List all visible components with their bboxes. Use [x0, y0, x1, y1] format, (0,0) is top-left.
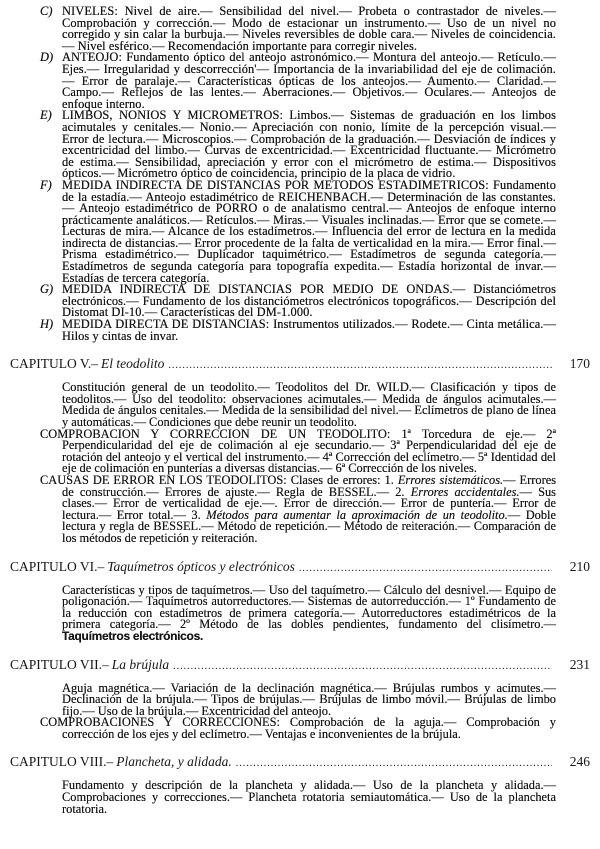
chapter-page-number: 170	[569, 356, 590, 372]
section-text: LIMBOS, NONIOS Y MICROMETROS: Limbos.— Sistemas de graduación en los limbos acimutales y cenitales.— Nonio.— Apreciación con nonio, límite de la percepción visual.— Error de lectura.— Microscopios.— Comprobación de la graduación.— Desviación de índices y excentricidad del limbo.— Curvas de excentricidad.— Excentricidad fluctuante.— Micrómetro de estima.— Sensibilidad, apreciación y error con el micrómetro de estima.— Dispositivos ópticos.— Micrómetro óptico de coincidencia, principio de la placa de vidrio.	[62, 108, 556, 181]
section-text: CAUSAS DE ERROR EN LOS TEODOLITOS: Clases de errores: 1.	[40, 472, 398, 487]
chapter-label: CAPITULO VI.–	[10, 558, 105, 574]
chapter-page-number: 210	[569, 558, 590, 574]
section-letter: C)	[40, 4, 53, 18]
bold-text: Taquímetros electrónicos.	[62, 628, 203, 643]
table-of-contents-page	[0, 6, 600, 815]
toc-chapter-contents	[0, 382, 556, 428]
toc-subsection	[0, 717, 556, 740]
chapter-heading	[10, 657, 590, 673]
chapter-title: El teodolito	[101, 356, 165, 372]
section-text: — Sus clases.— Error de verticalidad de eje.—. Error de dirección.— Error de puntería.— Error de lectura.— Error total.— 3.	[62, 484, 556, 522]
section-text: Constitución general de un teodolito.— Teodolitos del Dr. WILD.— Clasificación y tipos de teodolitos.— Uso del teodolito: observaciones acimutales.— Medida de ángulos acimutales.— Medida de ángulos cenitales.— Medida de la sensibilidad del nivel.— Eclímetros de plano de línea y automáticas.— Condiciones que debe reunir un teodolito.	[62, 380, 556, 429]
toc-section-item	[0, 177, 556, 285]
toc-chapter-contents	[0, 680, 556, 718]
section-text: COMPROBACIONES Y CORRECCIONES: Comprobación de la aguja.— Comprobación y corrección de los ejes y del eclímetro.— Ventajas e inconvenientes de la brújula.	[40, 715, 556, 741]
chapter-title: La brújula	[111, 656, 170, 672]
italic-text: Errores sistemáticos.	[397, 472, 504, 487]
dot-leader	[236, 758, 552, 769]
toc-subsection	[0, 472, 557, 545]
dot-leader	[173, 661, 552, 672]
italic-text: Métodos para aumentar la aproximación de un teodolito.	[206, 507, 508, 522]
chapter-heading	[10, 356, 590, 372]
section-letter: H)	[40, 317, 54, 332]
chapter-page-number: 231	[569, 656, 590, 672]
section-text: COMPROBACION Y CORRECCION DE UN TEODOLITO: 1ª Torcedura de eje.— 2ª Perpendicularidad del eje de colimación al eje secundario.— 3ª Perpendicularidad del eje de rotación del anteojo y el vertical del instrumento.— 4ª Corrección del eclímetro.— 5ª Identidad del eje de colimación en punterías a diversas distancias.— 6ª Corrección de los niveles.	[40, 426, 556, 476]
toc-section-item	[0, 284, 556, 319]
section-text: Características y tipos de taquímetros.— Uso del taquímetro.— Cálculo del desnivel.— Equipo de poligonación.— Taquímetros autorreductores.— Sistemas de autorreducción.— 1º Fundamento de la reducción con estadímetros de primera categoría.— Autorreductores estadimétricos de la primera categoría.— 2º Método de las dobles pendientes, fundamento del clisímetro.—	[62, 582, 556, 632]
toc-subsection	[0, 426, 556, 476]
section-text: — Errores de construcción.— Errores de ajuste.— Regla de BESSEL.— 2.	[62, 472, 557, 499]
section-text: MEDIDA DIRECTA DE DISTANCIAS: Instrumentos utilizados.— Rodete.— Cinta metálica.— Hilos y cintas de invar.	[62, 317, 556, 343]
toc-section-item	[0, 6, 556, 52]
section-text: ANTEOJO: Fundamento óptico del anteojo astronómico.— Montura del anteojo.— Retículo.— Ejes.— Irregularidad y descorrección'— Importancia de la invariabilidad del eje de colimación.— Error de paralaje.— Características ópticas de los anteojos.— Aumento.— Claridad.— Campo.— Reflejos de las lentes.— Aberraciones.— Objetivos.— Oculares.— Anteojos de enfoque interno.	[62, 50, 556, 111]
chapter-heading	[10, 754, 590, 770]
section-letter: E)	[40, 108, 52, 123]
section-text: NIVELES: Nivel de aire.— Sensibilidad del nivel.— Probeta o contrastador de niveles.— Comprobación y corrección.— Modo de estacionar un instrumento.— Uso de un nivel no corregido y sin calar la burbuja.— Niveles reversibles de doble cara.— Niveles de coincidencia.— Nivel esférico.— Recomendación importante para corregir niveles.	[62, 4, 556, 53]
toc-section-item	[0, 319, 556, 342]
chapter-label: CAPITULO V.–	[10, 356, 99, 372]
chapter-heading	[10, 559, 590, 575]
section-text: Fundamento y descripción de la plancheta y alidada.— Uso de la plancheta y alidada.— Comprobaciones y correcciones.— Plancheta rotatoria semiautomática.— Uso de la plancheta rotatoria.	[62, 778, 556, 816]
section-letter: F)	[40, 177, 52, 192]
toc-section-item	[0, 110, 556, 180]
section-letter: G)	[40, 282, 54, 297]
dot-leader	[299, 563, 552, 574]
section-letter: D)	[40, 50, 54, 65]
dot-leader	[168, 360, 552, 371]
chapter-title: Taquímetros ópticos y electrónicos	[107, 558, 295, 574]
chapter-label: CAPITULO VIII.–	[10, 754, 114, 770]
toc-chapter-contents	[0, 780, 556, 815]
section-text: Aguja magnética.— Variación de la declinación magnética.— Brújulas rumbos y acimutes.— Declinación de la brújula.— Tipos de brújulas.— Brújulas de limbo móvil.— Brújulas de limbo fijo.— Uso de la brújula.— Excentricidad del anteojo.	[62, 680, 556, 718]
chapter-title: Plancheta, y alidada.	[116, 754, 232, 770]
section-text: — Doble lectura y regla de BESSEL.— Método de repetición.— Método de reiteración.— Comparación de los métodos de repetición y reiteración.	[62, 507, 556, 545]
section-text: MEDIDA INDIRECTA DE DISTANCIAS POR METODOS ESTADIMETRICOS: Fundamento de la estadía.— Anteojo estadimétrico de REICHENBACH.— Determinación de las constantes.— Anteojo estadimétrico de PORRO o de analatismo central.— Anteojos de enfoque interno prácticamente analáticos.— Retículos.— Miras.— Visuales inclinadas.— Error que se comete.— Lecturas de mira.— Alcance de los estadímetros.— Influencia del error de lectura en la medida indirecta de distancias.— Error procedente de la falta de verticalidad en la mira.— Error final.— Prisma estadimétrico.— Duplicador taquimétrico.— Estadímetros de segunda categoría.— Estadímetros de segunda categoría para topografía expedita.— Estadía horizontal de invar.— Estadías de tercera categoría.	[62, 177, 556, 285]
chapter-label: CAPITULO VII.–	[10, 656, 109, 672]
italic-text: Errores accidentales.	[410, 484, 520, 499]
section-text: MEDIDA INDIRECTA DE DISTANCIAS POR MEDIO DE ONDAS.— Distanciómetros electrónicos.— Fundamento de los distanciómetros electrónicos topográficos.— Descripción del Distomat DI-10.— Características del DM-1.000.	[62, 282, 556, 320]
toc-chapter-contents	[0, 582, 556, 643]
toc-section-item	[0, 52, 556, 110]
chapter-page-number: 246	[569, 754, 590, 770]
